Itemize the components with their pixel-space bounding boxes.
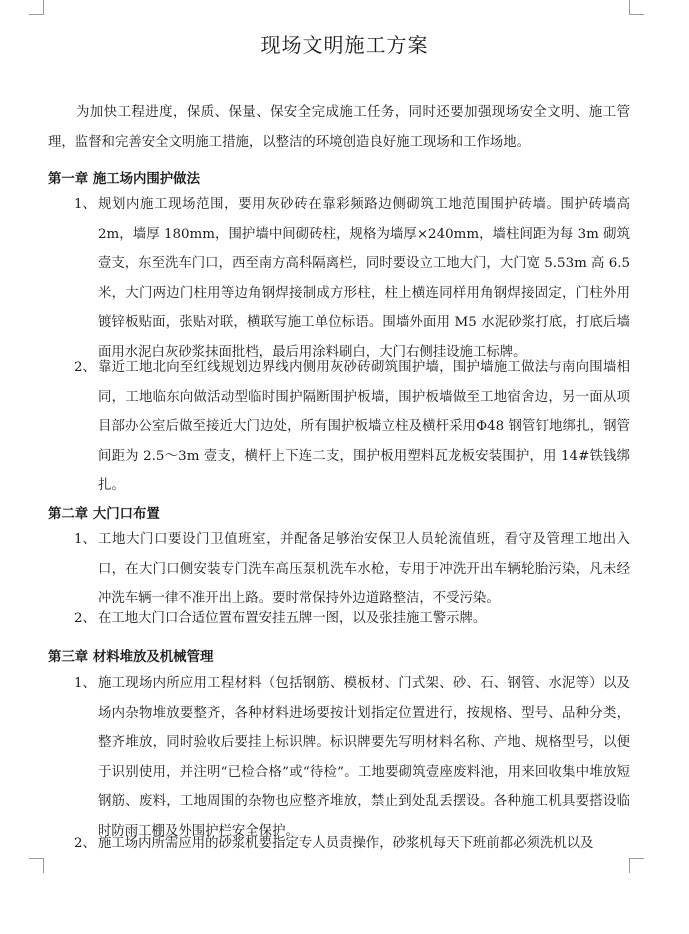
item-text: 施工现场内所应用工程材料（包括钢筋、模板材、门式架、砂、石、钢管、水泥等）以及场内杂物堆放要整齐，各种材料进场要按计划指定位置进行，按规格、型号、品种分类，整齐堆放，同时验收后要挂上标识牌。标识牌要先写明材料名称、产地、规格型号，以便于识别使用，并注明“已检合格”或“待检”。工地要砌筑壹座废料池，用来回收集中堆放短钢筋、废料，工地周围的杂物也应整齐堆放，禁止到处乱丢摆设。各种施工机具要搭设临时防雨工棚及外围护栏安全保护。 (98, 676, 630, 839)
list-item (74, 669, 630, 847)
item-number: 2、 (74, 611, 96, 626)
crop-mark-top-right (629, 0, 644, 15)
chapter-heading-1: 第一章 施工场内围护做法 (48, 172, 200, 187)
item-text: 靠近工地北向至红线规划边界线内侧用灰砂砖砌筑围护墙，围护墙施工做法与南向围墙相同，工地临东向做活动型临时围护隔断围护板墙，围护板墙做至工地宿舍边，另一面从项目部办公室后做至接近大门边处，所有围护板墙立柱及横杆采用Φ48 钢管钉地绑扎，钢管间距为 2.5～3m 壹支，横杆上下连二支，围护板用塑料瓦龙板安装围护，用 14#铁钱绑扎。 (98, 360, 630, 494)
chapter-heading-3: 第三章 材料堆放及机械管理 (48, 650, 214, 665)
list-item (74, 525, 630, 614)
item-number: 1、 (74, 197, 96, 212)
item-text: 工地大门口要设门卫值班室，并配备足够治安保卫人员轮流值班，看守及管理工地出入口，在大门口侧安装专门洗车高压泵机洗车水枪，专用于冲洗开出车辆轮胎污染，凡未经冲洗车辆一律不准开出上路。要时常保持外边道路整洁，不受污染。 (98, 532, 630, 607)
item-number: 2、 (74, 360, 96, 375)
crop-mark-bottom-right (629, 858, 644, 873)
intro-paragraph: 为加快工程进度，保质、保量、保安全完成施工任务，同时还要加强现场安全文明、施工管理，监督和完善安全文明施工措施，以整洁的环境创造良好施工现场和工作场地。 (48, 105, 630, 150)
item-number: 2、 (74, 836, 96, 851)
document-title: 现场文明施工方案 (260, 33, 429, 58)
item-number: 1、 (74, 532, 96, 547)
crop-mark-bottom-left (29, 858, 44, 873)
list-item (74, 190, 630, 368)
item-text: 在工地大门口合适位置布置安挂五牌一图，以及张挂施工警示牌。 (98, 611, 487, 626)
list-item (74, 604, 630, 634)
chapter-heading-2: 第二章 大门口布置 (48, 507, 160, 522)
list-item (74, 829, 630, 859)
list-item (74, 353, 630, 501)
item-text: 规划内施工现场范围，要用灰砂砖在靠彩频路边侧砌筑工地范围围护砖墙。围护砖墙高 2m，墙厚 180mm，围护墙中间砌砖柱，规格为墙厚×240mm，墙柱间距为每 3m 砌筑壹支，东至洗车门口，西至南方高科隔离栏，同时要设立工地大门，大门宽 5.53m 高 6.5 米，大门两边门柱用等边角钢焊接制成方形柱，柱上横连同样用角钢焊接固定，门柱外用镀锌板贴面，张贴对联，横联写施工单位标语。围墙外面用 M5 水泥砂浆打底，打底后墙面用水泥白灰砂浆抹面批档，最后用涂料刷白，大门右侧挂设施工标牌。 (98, 197, 630, 360)
item-text: 施工场内所需应用的砂浆机要指定专人员责操作，砂浆机每天下班前都必须洗机以及 (98, 836, 594, 851)
item-number: 1、 (74, 676, 96, 691)
crop-mark-top-left (29, 0, 44, 15)
